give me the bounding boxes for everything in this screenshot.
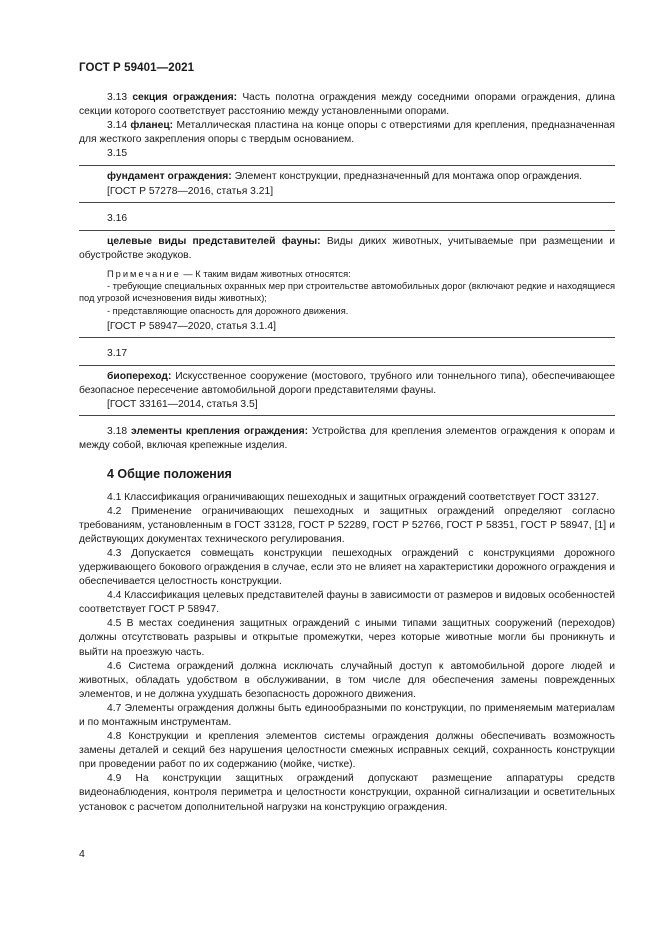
note-item: - требующие специальных охранных мер при строительстве автомобильных дорог (включают редкие и находящиеся под угрозой исчезновения виды животных); <box>79 281 616 304</box>
term-3-15-box <box>79 165 615 202</box>
clause-4-5: 4.5 В местах соединения защитных ограждений с иными типами защитных сооружений (переходов) должны отсутствовать разрывы и открытые промежутки, через которые животные могли бы проникнуть и выйти на проезжую часть. <box>79 618 615 658</box>
term-number: 3.14 <box>107 120 128 132</box>
term-name: биопереход: <box>107 370 172 382</box>
term-3-17 <box>79 370 615 398</box>
term-name: фланец: <box>130 120 174 132</box>
term-reference: [ГОСТ Р 58947—2020, статья 3.1.4] <box>107 320 276 332</box>
term-3-14 <box>79 119 615 147</box>
note-text: — К таким видам животных относятся: <box>183 268 351 279</box>
clause-4-9: 4.9 На конструкции защитных ограждений допускают размещение аппаратуры средств видеонаблюдения, контроля периметра и целостности конструкции, охранной сигнализации и осветительных установок с расчетом дополнительной нагрузки на конструкцию ограждения. <box>79 773 615 813</box>
term-3-18 <box>79 425 615 453</box>
term-definition: Виды диких животных, учитываемые при размещении и обустройстве экодуков. <box>79 235 615 261</box>
page-number: 4 <box>79 848 85 860</box>
clause-4-3: 4.3 Допускается совмещать конструкции пешеходных ограждений с конструкциями дорожного удерживающего бокового ограждения в случае, если это не влияет на характеристики дорожного ограждения и обеспечивается целостность конструкции. <box>79 547 615 588</box>
term-number: 3.17 <box>107 347 128 359</box>
term-3-17-box <box>79 365 615 416</box>
term-reference: [ГОСТ 33161—2014, статья 3.5] <box>107 399 258 411</box>
term-definition: Часть полотна ограждения между соседними опорами ограждения, длина секции которого соответствует расстоянию между установленными опорами. <box>79 92 616 118</box>
page-header: ГОСТ Р 59401—2021 <box>79 62 195 74</box>
clause-4-2: 4.2 Применение ограничивающих пешеходных и защитных ограждений определяют согласно требованиям, установленным в ГОСТ 33128, ГОСТ Р 52289, ГОСТ Р 52766, ГОСТ Р 58351, ГОСТ Р 58947, [1] и действующих документах технического регулирования. <box>79 505 615 545</box>
term-3-13 <box>79 91 615 119</box>
term-note <box>79 268 615 317</box>
term-number: 3.16 <box>107 212 128 224</box>
note-label: Примечание <box>107 268 181 279</box>
term-3-16 <box>79 235 615 263</box>
term-name: фундамент ограждения: <box>107 171 232 183</box>
note-item: - представляющие опасность для дорожного движения. <box>107 305 349 316</box>
term-definition: Устройства для крепления элементов ограждения к опорам и между собой, включая крепежные изделия. <box>79 426 615 452</box>
term-number: 3.18 <box>107 426 128 438</box>
term-definition: Элемент конструкции, предназначенный для монтажа опор ограждения. <box>234 171 583 183</box>
term-name: секция ограждения: <box>132 92 238 103</box>
page-content <box>79 91 615 815</box>
term-reference: [ГОСТ Р 57278—2016, статья 3.21] <box>107 185 274 197</box>
clause-4-6: 4.6 Система ограждений должна исключать случайный доступ к автомобильной дороге людей и животных, обладать удобством в обслуживании, в том числе для обеспечения замены поврежденных элементов, и не должна ухудшать безопасность дорожного движения. <box>79 660 615 700</box>
term-definition: Искусственное сооружение (мостового, трубного или тоннельного типа), обеспечивающее безопасное пересечение автомобильной дороги представителями фауны. <box>79 370 615 397</box>
term-name: элементы крепления ограждения: <box>131 426 309 438</box>
clause-4-8: 4.8 Конструкции и крепления элементов системы ограждения должны обеспечивать возможность замены деталей и секций без нарушения целостности смежных исправных секций, сохранность конструкции при проведении работ по их содержанию (мойке, чистке). <box>79 731 615 771</box>
clause-4-1: 4.1 Классификация ограничивающих пешеходных и защитных ограждений соответствует ГОСТ 33127. <box>107 491 600 503</box>
term-3-15 <box>79 170 615 184</box>
term-number: 3.15 <box>107 148 128 160</box>
term-3-16-box <box>79 230 615 338</box>
clause-4-4: 4.4 Классификация целевых представителей фауны в зависимости от размеров и видовых особенностей соответствует ГОСТ Р 58947. <box>79 590 615 616</box>
term-name: целевые виды представителей фауны: <box>107 235 321 247</box>
term-definition: Металлическая пластина на конце опоры с отверстиями для крепления, предназначенная для жесткого закрепления опоры с твердым основанием. <box>79 120 615 146</box>
clause-4-7: 4.7 Элементы ограждения должны быть единообразными по конструкции, по применяемым материалам и по монтажным инструментам. <box>79 702 615 728</box>
term-number: 3.13 <box>107 92 128 103</box>
section-title: 4 Общие положения <box>107 467 232 482</box>
